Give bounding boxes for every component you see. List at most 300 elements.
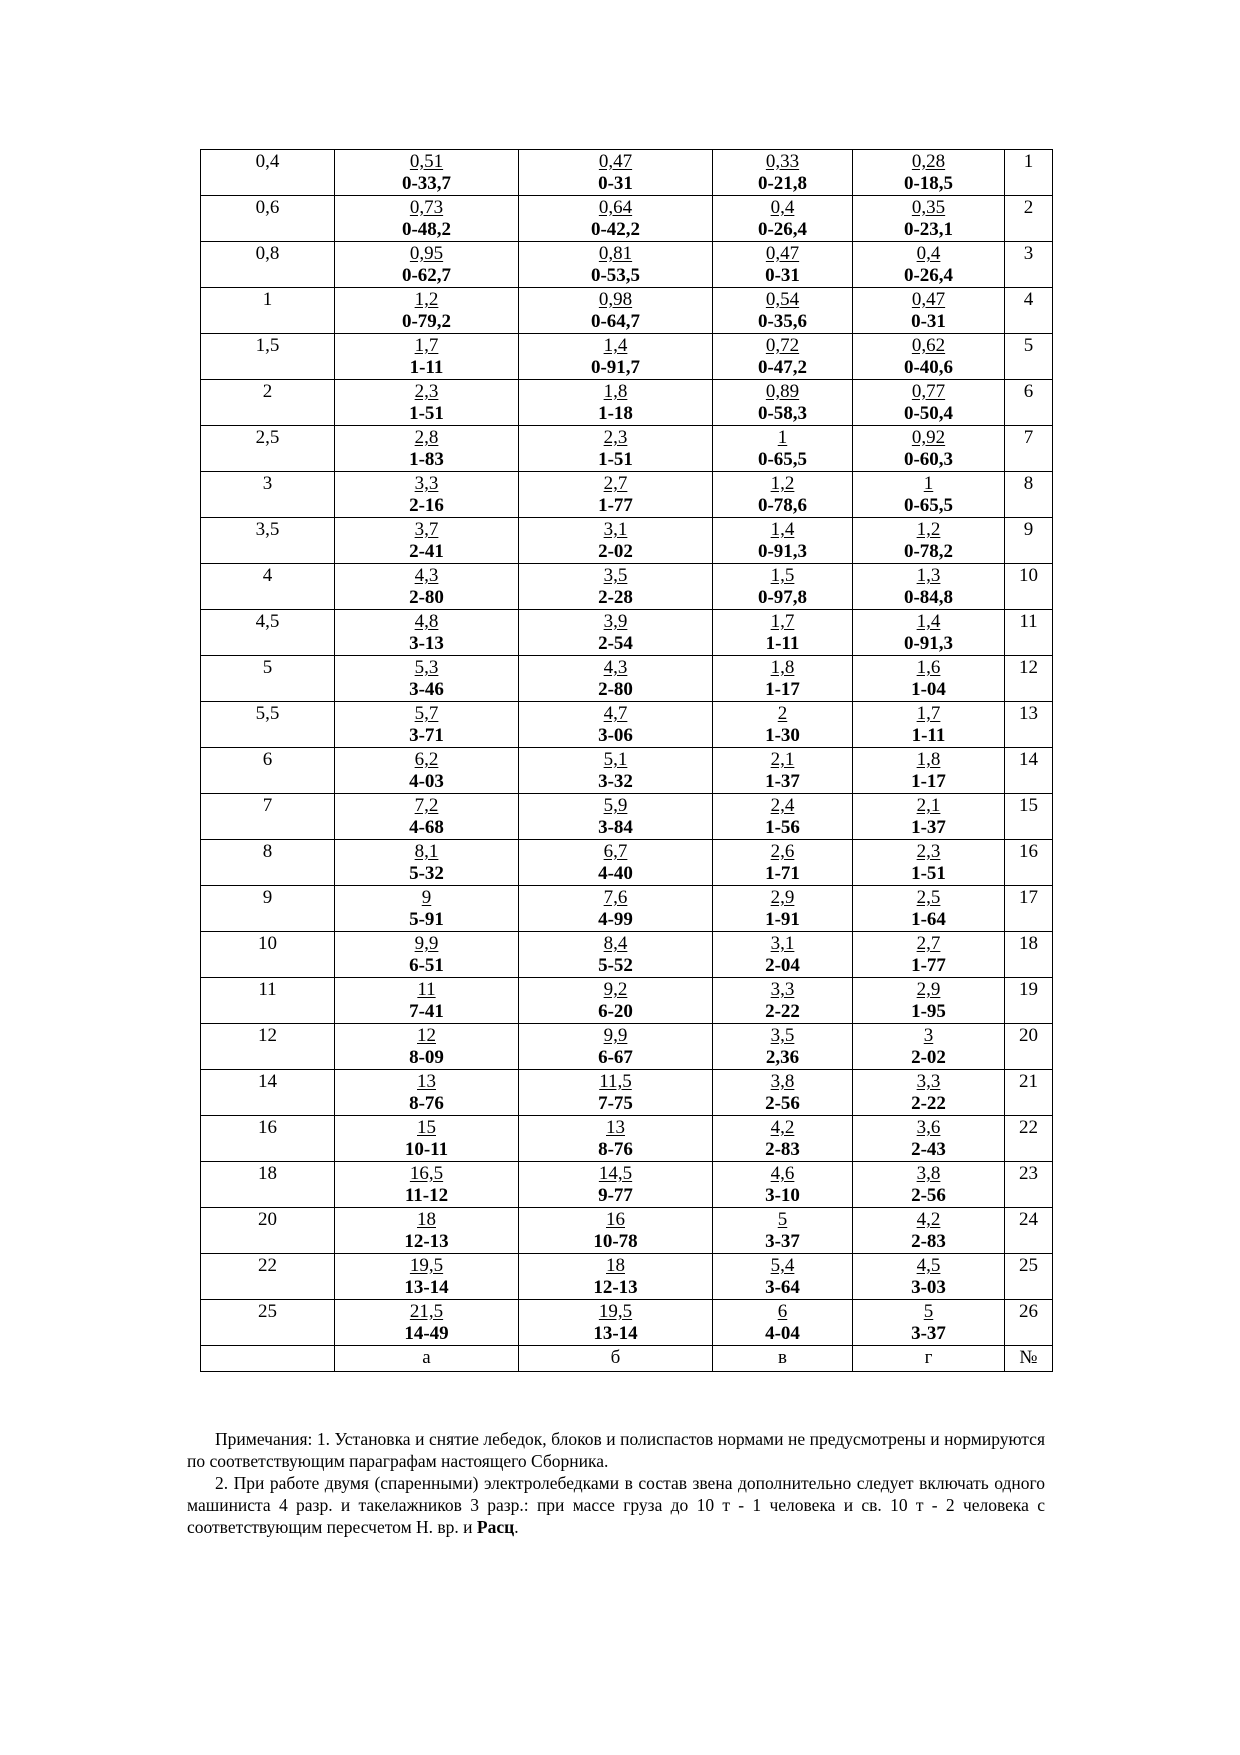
rate: 0-26,4	[757, 219, 808, 240]
time-norm: 1,8	[603, 381, 628, 402]
rate: 1-83	[409, 449, 444, 470]
footer-cell-g: г	[853, 1346, 1005, 1372]
row-number-cell: 7	[1005, 426, 1053, 472]
table-row	[201, 426, 1053, 472]
table-row	[201, 564, 1053, 610]
time-norm: 4,3	[414, 565, 439, 586]
rate: 4-04	[765, 1323, 800, 1344]
rate: 5-32	[409, 863, 444, 884]
rate: 10-11	[404, 1139, 449, 1160]
footer-cell-v: в	[713, 1346, 853, 1372]
norm-cell-v	[713, 1300, 853, 1346]
table-row	[201, 472, 1053, 518]
rate: 0-91,3	[903, 633, 954, 654]
time-norm: 5,3	[414, 657, 439, 678]
time-norm: 0,92	[911, 427, 946, 448]
time-norm: 14,5	[598, 1163, 633, 1184]
time-norm: 0,77	[911, 381, 946, 402]
rate: 1-04	[911, 679, 946, 700]
time-norm: 4,7	[603, 703, 628, 724]
row-number-cell: 10	[1005, 564, 1053, 610]
rate: 4-68	[409, 817, 444, 838]
time-norm: 19,5	[598, 1301, 633, 1322]
norm-cell-v	[713, 932, 853, 978]
norm-cell-b	[519, 426, 713, 472]
rate: 2-80	[409, 587, 444, 608]
norm-cell-v	[713, 794, 853, 840]
norm-cell-b	[519, 472, 713, 518]
mass-cell: 0,6	[201, 196, 335, 242]
rate: 2-22	[765, 1001, 800, 1022]
time-norm: 3,1	[770, 933, 795, 954]
table-row	[201, 748, 1053, 794]
rate: 12-13	[404, 1231, 449, 1252]
time-norm: 9,9	[414, 933, 439, 954]
note-2-bold: Расц	[476, 1517, 515, 1537]
row-number-cell: 9	[1005, 518, 1053, 564]
rate: 0-65,5	[757, 449, 808, 470]
time-norm: 0,81	[598, 243, 633, 264]
time-norm: 16,5	[409, 1163, 444, 1184]
norm-cell-a	[335, 150, 519, 196]
rate: 1-30	[765, 725, 800, 746]
time-norm: 3,6	[916, 1117, 941, 1138]
table-row	[201, 610, 1053, 656]
time-norm: 2,5	[916, 887, 941, 908]
footer-cell-no: №	[1005, 1346, 1053, 1372]
note-2	[187, 1472, 1045, 1538]
norm-cell-v	[713, 1254, 853, 1300]
norm-cell-b	[519, 564, 713, 610]
rate: 4-99	[598, 909, 633, 930]
time-norm: 3,7	[414, 519, 439, 540]
time-norm: 1	[777, 427, 788, 448]
rate: 8-09	[409, 1047, 444, 1068]
time-norm: 3,3	[916, 1071, 941, 1092]
norm-cell-b	[519, 702, 713, 748]
rate: 2-28	[598, 587, 633, 608]
time-norm: 13	[606, 1117, 625, 1138]
rate: 0-23,1	[903, 219, 954, 240]
table-row	[201, 886, 1053, 932]
time-norm: 1,4	[770, 519, 795, 540]
norm-cell-a	[335, 1162, 519, 1208]
time-norm: 13	[417, 1071, 436, 1092]
rate: 0-97,8	[757, 587, 808, 608]
time-norm: 0,4	[770, 197, 795, 218]
time-norm: 1,7	[770, 611, 795, 632]
time-norm: 5	[777, 1209, 788, 1230]
norm-cell-b	[519, 1162, 713, 1208]
norm-cell-v	[713, 472, 853, 518]
time-norm: 0,64	[598, 197, 633, 218]
rate: 0-31	[598, 173, 633, 194]
row-number-cell: 19	[1005, 978, 1053, 1024]
time-norm: 1,8	[770, 657, 795, 678]
rate: 0-42,2	[590, 219, 641, 240]
norm-cell-a	[335, 656, 519, 702]
mass-cell: 0,8	[201, 242, 335, 288]
rate: 2-41	[409, 541, 444, 562]
footer-cell-mass	[201, 1346, 335, 1372]
rate: 2-02	[911, 1047, 946, 1068]
time-norm: 21,5	[409, 1301, 444, 1322]
time-norm: 4,6	[770, 1163, 795, 1184]
rate: 0-60,3	[903, 449, 954, 470]
time-norm: 1,2	[770, 473, 795, 494]
time-norm: 1,8	[916, 749, 941, 770]
rate: 1-11	[911, 725, 946, 746]
norm-cell-g	[853, 656, 1005, 702]
norm-cell-v	[713, 840, 853, 886]
norm-cell-a	[335, 840, 519, 886]
mass-cell: 1	[201, 288, 335, 334]
mass-cell: 4,5	[201, 610, 335, 656]
time-norm: 12	[417, 1025, 436, 1046]
time-norm: 9,2	[603, 979, 628, 1000]
table-row	[201, 196, 1053, 242]
time-norm: 1	[923, 473, 934, 494]
time-norm: 5,1	[603, 749, 628, 770]
norm-cell-g	[853, 932, 1005, 978]
mass-cell: 3	[201, 472, 335, 518]
rate: 9-77	[598, 1185, 633, 1206]
mass-cell: 3,5	[201, 518, 335, 564]
rate: 0-35,6	[757, 311, 808, 332]
norm-cell-a	[335, 196, 519, 242]
rate: 0-31	[911, 311, 946, 332]
norm-cell-a	[335, 334, 519, 380]
row-number-cell: 16	[1005, 840, 1053, 886]
norm-cell-g	[853, 334, 1005, 380]
time-norm: 6,7	[603, 841, 628, 862]
time-norm: 2,7	[916, 933, 941, 954]
rate: 0-18,5	[903, 173, 954, 194]
norm-cell-b	[519, 1116, 713, 1162]
norm-cell-g	[853, 1254, 1005, 1300]
norm-cell-v	[713, 426, 853, 472]
time-norm: 0,47	[911, 289, 946, 310]
norms-table-body	[201, 150, 1053, 1372]
row-number-cell: 4	[1005, 288, 1053, 334]
norm-cell-a	[335, 564, 519, 610]
row-number-cell: 21	[1005, 1070, 1053, 1116]
table-row	[201, 1254, 1053, 1300]
table-row	[201, 288, 1053, 334]
rate: 2,36	[765, 1047, 800, 1068]
norm-cell-b	[519, 886, 713, 932]
row-number-cell: 6	[1005, 380, 1053, 426]
row-number-cell: 26	[1005, 1300, 1053, 1346]
norm-cell-b	[519, 380, 713, 426]
time-norm: 0,47	[765, 243, 800, 264]
rate: 3-03	[911, 1277, 946, 1298]
norm-cell-g	[853, 840, 1005, 886]
mass-cell: 6	[201, 748, 335, 794]
rate: 1-37	[911, 817, 946, 838]
norm-cell-g	[853, 426, 1005, 472]
rate: 6-51	[409, 955, 444, 976]
time-norm: 18	[417, 1209, 436, 1230]
rate: 3-06	[598, 725, 633, 746]
norm-cell-v	[713, 380, 853, 426]
rate: 0-62,7	[401, 265, 452, 286]
norm-cell-g	[853, 518, 1005, 564]
table-row	[201, 656, 1053, 702]
norm-cell-b	[519, 242, 713, 288]
norm-cell-g	[853, 472, 1005, 518]
norm-cell-v	[713, 242, 853, 288]
norm-cell-g	[853, 978, 1005, 1024]
time-norm: 0,33	[765, 151, 800, 172]
time-norm: 15	[417, 1117, 436, 1138]
rate: 0-84,8	[903, 587, 954, 608]
note-2-text: 2. При работе двумя (спаренными) электролебедками в состав звена дополнительно следует включать одного машиниста 4 разр. и такелажников 3 разр.: при массе груза до 10 т - 1 человека и св. 10 т - 2 человека с соответствующим пересчетом Н. вр. и	[187, 1473, 1045, 1537]
time-norm: 3,8	[770, 1071, 795, 1092]
rate: 3-84	[598, 817, 633, 838]
mass-cell: 11	[201, 978, 335, 1024]
rate: 7-41	[409, 1001, 444, 1022]
norm-cell-g	[853, 380, 1005, 426]
time-norm: 2,1	[916, 795, 941, 816]
norm-cell-b	[519, 1300, 713, 1346]
time-norm: 7,2	[414, 795, 439, 816]
time-norm: 2,6	[770, 841, 795, 862]
rate: 4-03	[409, 771, 444, 792]
mass-cell: 25	[201, 1300, 335, 1346]
rate: 3-64	[765, 1277, 800, 1298]
mass-cell: 22	[201, 1254, 335, 1300]
time-norm: 0,73	[409, 197, 444, 218]
table-row	[201, 334, 1053, 380]
time-norm: 1,2	[916, 519, 941, 540]
table-row	[201, 1070, 1053, 1116]
mass-cell: 8	[201, 840, 335, 886]
rate: 14-49	[404, 1323, 449, 1344]
mass-cell: 5	[201, 656, 335, 702]
footer-cell-b: б	[519, 1346, 713, 1372]
norm-cell-b	[519, 840, 713, 886]
rate: 1-51	[598, 449, 633, 470]
norm-cell-b	[519, 978, 713, 1024]
norm-cell-g	[853, 702, 1005, 748]
norm-cell-g	[853, 1300, 1005, 1346]
mass-cell: 10	[201, 932, 335, 978]
rate: 0-33,7	[401, 173, 452, 194]
table-row	[201, 794, 1053, 840]
rate: 1-11	[409, 357, 444, 378]
row-number-cell: 2	[1005, 196, 1053, 242]
row-number-cell: 13	[1005, 702, 1053, 748]
norm-cell-a	[335, 380, 519, 426]
rate: 2-80	[598, 679, 633, 700]
row-number-cell: 18	[1005, 932, 1053, 978]
rate: 3-10	[765, 1185, 800, 1206]
norm-cell-v	[713, 1116, 853, 1162]
norm-cell-a	[335, 1254, 519, 1300]
time-norm: 0,54	[765, 289, 800, 310]
mass-cell: 4	[201, 564, 335, 610]
row-number-cell: 20	[1005, 1024, 1053, 1070]
time-norm: 16	[606, 1209, 625, 1230]
mass-cell: 9	[201, 886, 335, 932]
norm-cell-a	[335, 518, 519, 564]
norm-cell-a	[335, 978, 519, 1024]
rate: 11-12	[404, 1185, 449, 1206]
norm-cell-v	[713, 656, 853, 702]
rate: 1-77	[911, 955, 946, 976]
norm-cell-v	[713, 1208, 853, 1254]
norm-cell-a	[335, 1116, 519, 1162]
norm-cell-b	[519, 1254, 713, 1300]
mass-cell: 20	[201, 1208, 335, 1254]
row-number-cell: 24	[1005, 1208, 1053, 1254]
time-norm: 11,5	[599, 1071, 632, 1092]
rate: 1-77	[598, 495, 633, 516]
rate: 2-83	[911, 1231, 946, 1252]
time-norm: 2,3	[916, 841, 941, 862]
rate: 2-83	[765, 1139, 800, 1160]
norm-cell-g	[853, 564, 1005, 610]
time-norm: 2,7	[603, 473, 628, 494]
time-norm: 11	[417, 979, 436, 1000]
time-norm: 4,2	[916, 1209, 941, 1230]
time-norm: 5,7	[414, 703, 439, 724]
norm-cell-a	[335, 886, 519, 932]
time-norm: 0,4	[916, 243, 941, 264]
time-norm: 2,9	[916, 979, 941, 1000]
norm-cell-g	[853, 288, 1005, 334]
norm-cell-g	[853, 1162, 1005, 1208]
time-norm: 0,98	[598, 289, 633, 310]
time-norm: 19,5	[409, 1255, 444, 1276]
norm-cell-v	[713, 1162, 853, 1208]
time-norm: 18	[606, 1255, 625, 1276]
rate: 8-76	[409, 1093, 444, 1114]
mass-cell: 1,5	[201, 334, 335, 380]
row-number-cell: 14	[1005, 748, 1053, 794]
rate: 1-71	[765, 863, 800, 884]
table-row	[201, 1208, 1053, 1254]
norm-cell-b	[519, 288, 713, 334]
rate: 2-54	[598, 633, 633, 654]
norm-cell-v	[713, 334, 853, 380]
norm-cell-g	[853, 748, 1005, 794]
row-number-cell: 23	[1005, 1162, 1053, 1208]
time-norm: 7,6	[603, 887, 628, 908]
rate: 1-37	[765, 771, 800, 792]
rate: 3-37	[911, 1323, 946, 1344]
table-row	[201, 518, 1053, 564]
time-norm: 2,3	[414, 381, 439, 402]
rate: 2-04	[765, 955, 800, 976]
time-norm: 4,2	[770, 1117, 795, 1138]
norm-cell-v	[713, 288, 853, 334]
table-row	[201, 150, 1053, 196]
rate: 10-78	[593, 1231, 638, 1252]
rate: 2-56	[765, 1093, 800, 1114]
rate: 13-14	[593, 1323, 638, 1344]
rate: 7-75	[598, 1093, 633, 1114]
time-norm: 0,35	[911, 197, 946, 218]
row-number-cell: 25	[1005, 1254, 1053, 1300]
norm-cell-b	[519, 794, 713, 840]
rate: 6-20	[598, 1001, 633, 1022]
rate: 5-52	[598, 955, 633, 976]
time-norm: 4,8	[414, 611, 439, 632]
time-norm: 1,7	[916, 703, 941, 724]
time-norm: 3,8	[916, 1163, 941, 1184]
norm-cell-v	[713, 1024, 853, 1070]
rate: 0-65,5	[903, 495, 954, 516]
norm-cell-v	[713, 978, 853, 1024]
rate: 0-48,2	[401, 219, 452, 240]
time-norm: 2	[777, 703, 788, 724]
time-norm: 1,7	[414, 335, 439, 356]
row-number-cell: 5	[1005, 334, 1053, 380]
norm-cell-b	[519, 334, 713, 380]
time-norm: 2,3	[603, 427, 628, 448]
rate: 0-47,2	[757, 357, 808, 378]
rate: 0-91,3	[757, 541, 808, 562]
norm-cell-g	[853, 1024, 1005, 1070]
mass-cell: 16	[201, 1116, 335, 1162]
rate: 1-51	[911, 863, 946, 884]
time-norm: 1,5	[770, 565, 795, 586]
row-number-cell: 15	[1005, 794, 1053, 840]
time-norm: 0,89	[765, 381, 800, 402]
rate: 0-50,4	[903, 403, 954, 424]
norm-cell-g	[853, 150, 1005, 196]
rate: 1-51	[409, 403, 444, 424]
rate: 2-16	[409, 495, 444, 516]
rate: 0-64,7	[590, 311, 641, 332]
table-row	[201, 978, 1053, 1024]
time-norm: 8,1	[414, 841, 439, 862]
norm-cell-a	[335, 932, 519, 978]
row-number-cell: 1	[1005, 150, 1053, 196]
norm-cell-v	[713, 196, 853, 242]
rate: 2-43	[911, 1139, 946, 1160]
norm-cell-a	[335, 702, 519, 748]
rate: 8-76	[598, 1139, 633, 1160]
norm-cell-b	[519, 1070, 713, 1116]
norm-cell-b	[519, 1208, 713, 1254]
norm-cell-g	[853, 1070, 1005, 1116]
norm-cell-v	[713, 610, 853, 656]
table-row	[201, 1162, 1053, 1208]
table-row	[201, 242, 1053, 288]
time-norm: 4,5	[916, 1255, 941, 1276]
norm-cell-v	[713, 518, 853, 564]
rate: 1-56	[765, 817, 800, 838]
row-number-cell: 8	[1005, 472, 1053, 518]
table-footer-row	[201, 1346, 1053, 1372]
norm-cell-b	[519, 656, 713, 702]
rate: 6-67	[598, 1047, 633, 1068]
norm-cell-g	[853, 242, 1005, 288]
norm-cell-g	[853, 1116, 1005, 1162]
time-norm: 6	[777, 1301, 788, 1322]
norm-cell-g	[853, 1208, 1005, 1254]
rate: 0-53,5	[590, 265, 641, 286]
rate: 0-31	[765, 265, 800, 286]
rate: 0-21,8	[757, 173, 808, 194]
time-norm: 1,6	[916, 657, 941, 678]
norm-cell-v	[713, 564, 853, 610]
time-norm: 3,3	[414, 473, 439, 494]
time-norm: 3,3	[770, 979, 795, 1000]
